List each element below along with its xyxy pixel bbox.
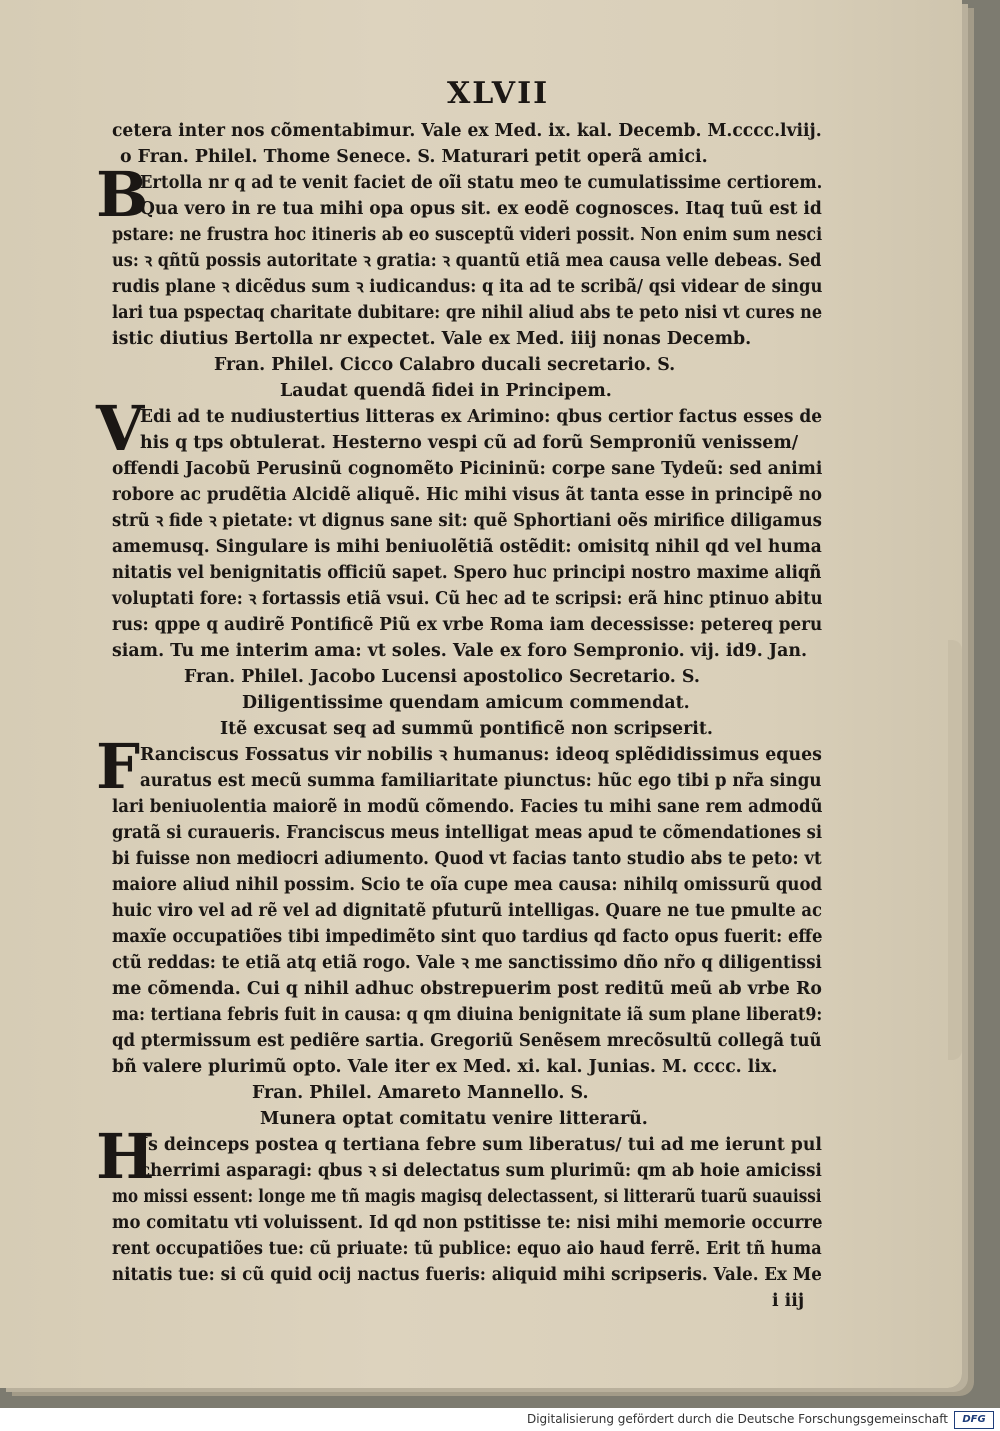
letter-summary: Itẽ excusat seq ad summũ pontificẽ non scripserit.: [220, 719, 713, 739]
letter-heading: Fran. Philel. Cicco Calabro ducali secretario. S.: [214, 355, 676, 375]
text-line: maiore aliud nihil possim. Scio te oĩa cupe mea causa: nihilq omissurũ quod: [112, 875, 823, 895]
text-line: mo comitatu vti voluissent. Id qd non pstitisse te: nisi mihi memorie occurre: [112, 1213, 823, 1233]
page-fold: [948, 640, 962, 1060]
text-line: Ertolla nr q ad te venit faciet de oĩi statu meo te cumulatissime certiorem.: [140, 173, 823, 193]
text-line: offendi Jacobũ Perusinũ cognomẽto Picininũ: corpe sane Tydeũ: sed animi: [112, 459, 823, 479]
digitization-credit: Digitalisierung gefördert durch die Deutsche Forschungsgemeinschaft: [526, 1412, 948, 1426]
letter-heading: Fran. Philel. Jacobo Lucensi apostolico Secretario. S.: [184, 667, 700, 687]
text-line: strũ ꝛ fide ꝛ pietate: vt dignus sane sit: quẽ Sphortiani oẽs mirifice diligamus: [112, 511, 822, 531]
text-line: rudis plane ꝛ dicẽdus sum ꝛ iudicandus: q ita ad te scribã/ qsi videar de singu: [112, 277, 823, 297]
text-line: his q tps obtulerat. Hesterno vespi cũ ad forũ Semproniũ venissem/: [140, 433, 799, 453]
text-line: lari tua pspectaq charitate dubitare: qre nihil aliud abs te peto nisi vt cures ne: [112, 303, 823, 323]
text-line: cetera inter nos cõmentabimur. Vale ex Med. ix. kal. Decemb. M.cccc.lviij.: [112, 121, 822, 141]
text-block: [92, 76, 823, 1311]
text-line: me cõmenda. Cui q nihil adhuc obstrepuerim post reditũ meũ ab vrbe Ro: [112, 979, 822, 999]
initial-letter-h: H: [96, 1120, 155, 1193]
signature-mark: i iij: [772, 1291, 805, 1311]
text-line: qd ptermissum est pediẽre sartia. Gregoriũ Senẽsem mrecõsultũ collegã tuũ: [112, 1031, 822, 1051]
text-line: robore ac prudẽtia Alcidẽ aliquẽ. Hic mihi visus ãt tanta esse in principẽ no: [112, 485, 823, 505]
text-line: maxĩe occupatiões tibi impedimẽto sint quo tardius qd facto opus fuerit: effe: [112, 927, 823, 947]
text-line: ctũ reddas: te etiã atq etiã rogo. Vale ꝛ me sanctissimo dño nr̃o q diligentissi: [112, 953, 822, 973]
text-line: Edi ad te nudiustertius litteras ex Arimino: qbus certior factus esses de: [140, 407, 823, 427]
text-line: Js deinceps postea q tertiana febre sum liberatus/ tui ad me ierunt pul: [140, 1135, 822, 1155]
text-line: Qua vero in re tua mihi opa opus sit. ex eodẽ cognosces. Itaq tuũ est id: [140, 199, 822, 219]
letter-summary: Diligentissime quendam amicum commendat.: [242, 693, 690, 713]
letter-heading: o Fran. Philel. Thome Senece. S. Maturari petit operã amici.: [120, 147, 708, 167]
initial-letter-f: F: [96, 730, 141, 803]
dfg-logo: DFG: [954, 1411, 994, 1429]
text-line: huic viro vel ad rẽ vel ad dignitatẽ pfuturũ intelligas. Quare ne tue pmulte ac: [112, 901, 822, 921]
text-line: auratus est mecũ summa familiaritate piunctus: hũc ego tibi p nr̃a singu: [140, 771, 822, 791]
text-line: istic diutius Bertolla nr expectet. Vale ex Med. iiij nonas Decemb.: [112, 329, 752, 349]
text-line: nitatis tue: si cũ quid ocij nactus fueris: aliquid mihi scripseris. Vale. Ex Me: [112, 1265, 822, 1285]
letter-summary: Laudat quendã fidei in Principem.: [280, 381, 612, 401]
text-line: siam. Tu me interim ama: vt soles. Vale ex foro Sempronio. vij. id9. Jan.: [112, 641, 808, 661]
text-line: rent occupatiões tue: cũ priuate: tũ publice: equo aio haud ferrẽ. Erit tñ huma: [112, 1239, 822, 1259]
text-line: gratã si curaueris. Franciscus meus intelligat meas apud te cõmendationes si: [112, 823, 823, 843]
text-line: us: ꝛ qñtũ possis autoritate ꝛ gratia: ꝛ quantũ etiã mea causa velle debeas. Sed: [112, 251, 822, 271]
text-line: cherrimi asparagi: qbus ꝛ si delectatus sum plurimũ: qm ab hoie amicissi: [140, 1161, 822, 1181]
text-line: mo missi essent: longe me tñ magis magisq delectassent, si litterarũ tuarũ suauissi: [112, 1187, 822, 1207]
text-line: lari beniuolentia maiorẽ in modũ cõmendo. Facies tu mihi sane rem admodũ: [112, 797, 823, 817]
text-line: voluptati fore: ꝛ fortassis etiã vsui. Cũ hec ad te scripsi: erã hinc ptinuo abitu: [112, 589, 823, 609]
folio-number: XLVII: [447, 76, 550, 111]
text-line: bñ valere plurimũ opto. Vale iter ex Med. xi. kal. Junias. M. cccc. lix.: [112, 1057, 778, 1077]
text-line: nitatis vel benignitatis officiũ sapet. Spero huc principi nostro maxime aliqñ: [112, 563, 822, 583]
initial-letter-v: V: [96, 392, 145, 465]
text-line: ma: tertiana febris fuit in causa: q qm diuina benignitate iã sum plane liberat9:: [112, 1005, 823, 1025]
text-line: pstare: ne frustra hoc itineris ab eo susceptũ videri possit. Non enim sum nesci: [112, 225, 823, 245]
letter-heading: Fran. Philel. Amareto Mannello. S.: [252, 1083, 589, 1103]
text-line: bi fuisse non mediocri adiumento. Quod vt facias tanto studio abs te peto: vt: [112, 849, 822, 869]
text-line: rus: qppe q audirẽ Pontificẽ Piũ ex vrbe Roma iam decessisse: petereq peru: [112, 615, 823, 635]
letter-summary: Munera optat comitatu venire litterarũ.: [260, 1109, 648, 1129]
text-line: Ranciscus Fossatus vir nobilis ꝛ humanus: ideoq splẽdidissimus eques: [140, 745, 822, 765]
initial-letter-b: B: [96, 158, 149, 231]
text-line: amemusq. Singulare is mihi beniuolẽtiã ostẽdit: omisitq nihil qd vel huma: [112, 537, 822, 557]
